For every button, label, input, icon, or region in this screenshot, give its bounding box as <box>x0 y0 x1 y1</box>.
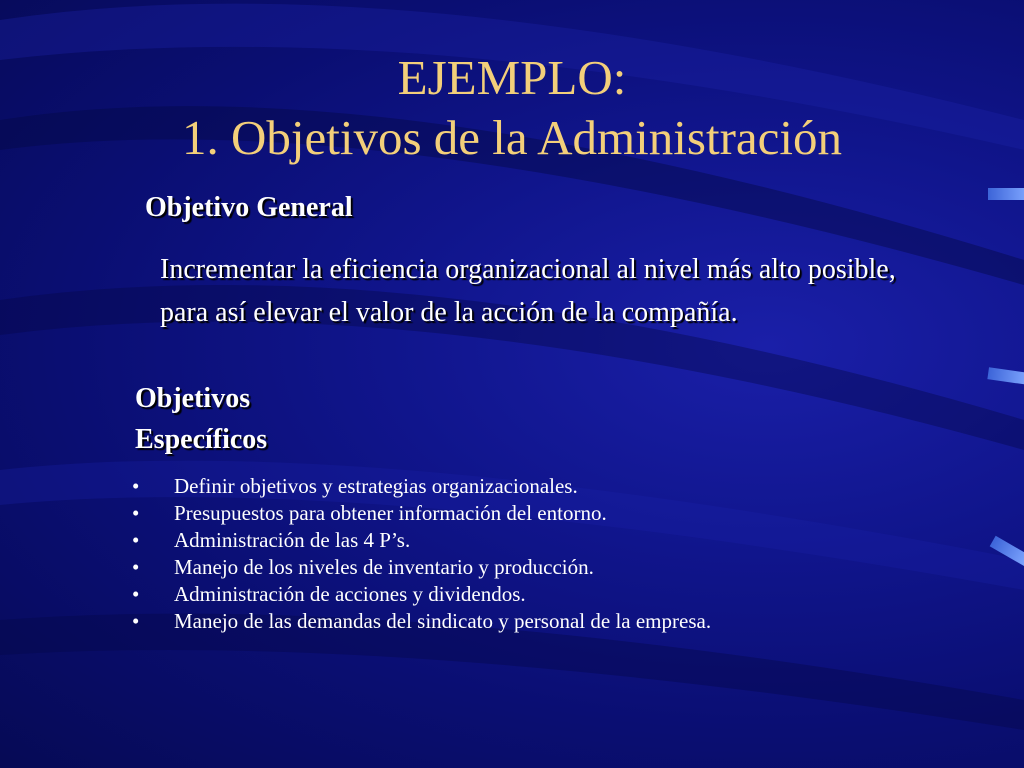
side-marker-2 <box>987 367 1024 384</box>
side-marker-3 <box>990 536 1024 566</box>
side-marker-1 <box>988 188 1024 200</box>
list-item <box>132 608 711 635</box>
list-item <box>132 554 711 581</box>
bullet-icon: • <box>132 501 140 525</box>
list-item <box>132 581 711 608</box>
list-item-text: Presupuestos para obtener información del entorno. <box>174 501 607 525</box>
specific-objectives-list <box>132 473 711 635</box>
specific-heading-line-2: Específicos <box>135 424 268 455</box>
slide-title <box>0 48 1024 168</box>
specific-objectives-heading <box>135 378 267 460</box>
specific-heading-line-1: Objetivos <box>135 383 251 414</box>
list-item-text: Definir objetivos y estrategias organizacionales. <box>174 474 578 498</box>
general-objective-heading: Objetivo General <box>145 192 353 223</box>
title-line-2: 1. Objetivos de la Administración <box>181 110 843 165</box>
general-objective-text: Incrementar la eficiencia organizacional al nivel más alto posible, para así elevar el valor de la acción de la compañía. <box>160 254 896 328</box>
list-item <box>132 473 711 500</box>
bullet-icon: • <box>132 582 140 606</box>
list-item-text: Administración de las 4 P’s. <box>174 528 411 552</box>
bullet-icon: • <box>132 528 140 552</box>
bullet-icon: • <box>132 474 140 498</box>
list-item <box>132 527 711 554</box>
list-item-text: Manejo de los niveles de inventario y producción. <box>174 555 594 579</box>
title-line-1: EJEMPLO: <box>397 50 627 105</box>
list-item-text: Administración de acciones y dividendos. <box>174 582 526 606</box>
list-item <box>132 500 711 527</box>
list-item-text: Manejo de las demandas del sindicato y personal de la empresa. <box>174 609 712 633</box>
bullet-icon: • <box>132 609 140 633</box>
bullet-icon: • <box>132 555 140 579</box>
